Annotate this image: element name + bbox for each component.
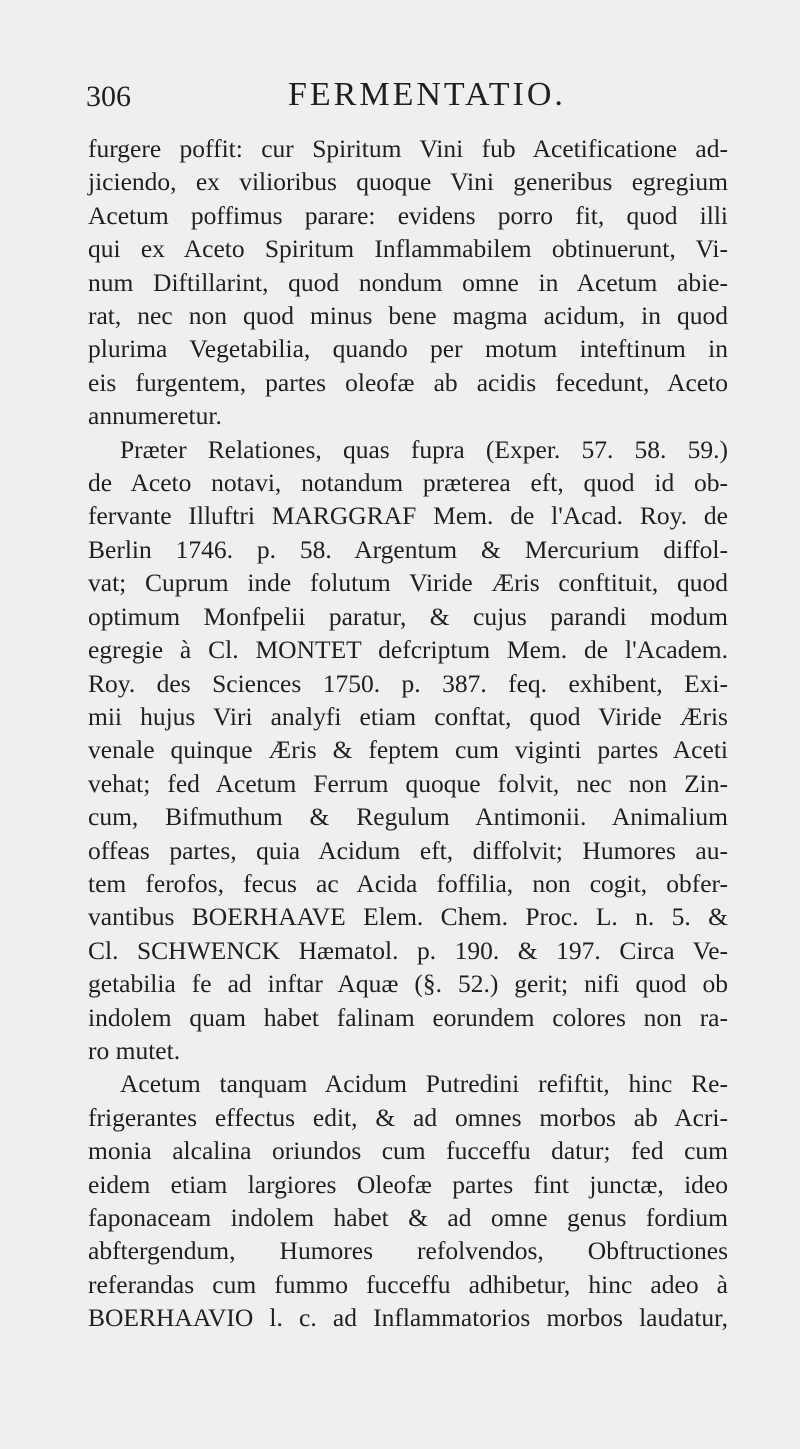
text-line: vehat; fed Acetum Ferrum quoque folvit, nec non Zin- xyxy=(88,768,728,798)
text-line: fervante Illuftri MARGGRAF Mem. de l'Acad. Roy. de xyxy=(88,501,728,531)
text-line: venale quinque Æris & feptem cum viginti partes Aceti xyxy=(88,735,728,765)
text-line: frigerantes effectus edit, & ad omnes morbos ab Acri- xyxy=(88,1102,728,1132)
text-line: Præter Relationes, quas fupra (Exper. 57. 58. 59.) xyxy=(120,434,728,464)
text-line: Acetum tanquam Acidum Putredini refiftit, hinc Re- xyxy=(120,1069,728,1099)
text-line: eis furgentem, partes oleofæ ab acidis fecedunt, Aceto xyxy=(88,367,728,397)
body-text xyxy=(88,132,728,1335)
text-line: rat, nec non quod minus bene magma acidum, in quod xyxy=(88,301,728,331)
text-line: referandas cum fummo fucceffu adhibetur, hinc adeo à xyxy=(88,1269,728,1299)
text-line: indolem quam habet falinam eorundem colores non ra- xyxy=(88,1002,728,1032)
text-line: vat; Cuprum inde folutum Viride Æris conftituit, quod xyxy=(88,568,728,598)
text-line: Cl. SCHWENCK Hæmatol. p. 190. & 197. Circa Ve- xyxy=(88,935,728,965)
text-line: qui ex Aceto Spiritum Inflammabilem obtinuerunt, Vi- xyxy=(88,234,728,264)
text-line: optimum Monfpelii paratur, & cujus parandi modum xyxy=(88,601,728,631)
text-line: abftergendum, Humores refolvendos, Obftructiones xyxy=(88,1236,728,1266)
text-line: faponaceam indolem habet & ad omne genus fordium xyxy=(88,1203,728,1232)
text-line: ro mutet. xyxy=(88,1035,181,1065)
text-line: getabilia fe ad inftar Aquæ (§. 52.) gerit; nifi quod ob xyxy=(88,969,728,999)
text-line: offeas partes, quia Acidum eft, diffolvit; Humores au- xyxy=(88,835,728,865)
text-line: num Diftillarint, quod nondum omne in Acetum abie- xyxy=(88,267,728,297)
running-head: FERMENTATIO. xyxy=(288,76,566,113)
text-line: plurima Vegetabilia, quando per motum inteftinum in xyxy=(88,334,728,364)
text-line: jiciendo, ex vilioribus quoque Vini generibus egregium xyxy=(88,167,728,197)
text-line: vantibus BOERHAAVE Elem. Chem. Proc. L. n. 5. & xyxy=(88,902,728,932)
text-line: de Aceto notavi, notandum præterea eft, quod id ob- xyxy=(88,468,728,498)
text-line: tem ferofos, fecus ac Acida foffilia, non cogit, obfer- xyxy=(88,868,728,898)
text-line: mii hujus Viri analyfi etiam conftat, quod Viride Æris xyxy=(88,701,728,731)
text-line: Berlin 1746. p. 58. Argentum & Mercurium diffol- xyxy=(88,534,728,564)
text-line: eidem etiam largiores Oleofæ partes fint junctæ, ideo xyxy=(88,1169,728,1199)
text-line: egregie à Cl. MONTET defcriptum Mem. de l'Academ. xyxy=(88,635,728,665)
text-line: Acetum poffimus parare: evidens porro fit, quod illi xyxy=(88,200,728,230)
text-line: furgere poffit: cur Spiritum Vini fub Acetificatione ad- xyxy=(88,134,728,163)
text-line: monia alcalina oriundos cum fucceffu datur; fed cum xyxy=(88,1136,728,1166)
text-line: BOERHAAVIO l. c. ad Inflammatorios morbos laudatur, xyxy=(88,1303,728,1333)
text-line: Roy. des Sciences 1750. p. 387. feq. exhibent, Exi- xyxy=(88,668,728,698)
text-line: cum, Bifmuthum & Regulum Antimonii. Animalium xyxy=(88,802,728,832)
text-line: annumeretur. xyxy=(88,401,222,431)
page-number: 306 xyxy=(86,80,131,113)
